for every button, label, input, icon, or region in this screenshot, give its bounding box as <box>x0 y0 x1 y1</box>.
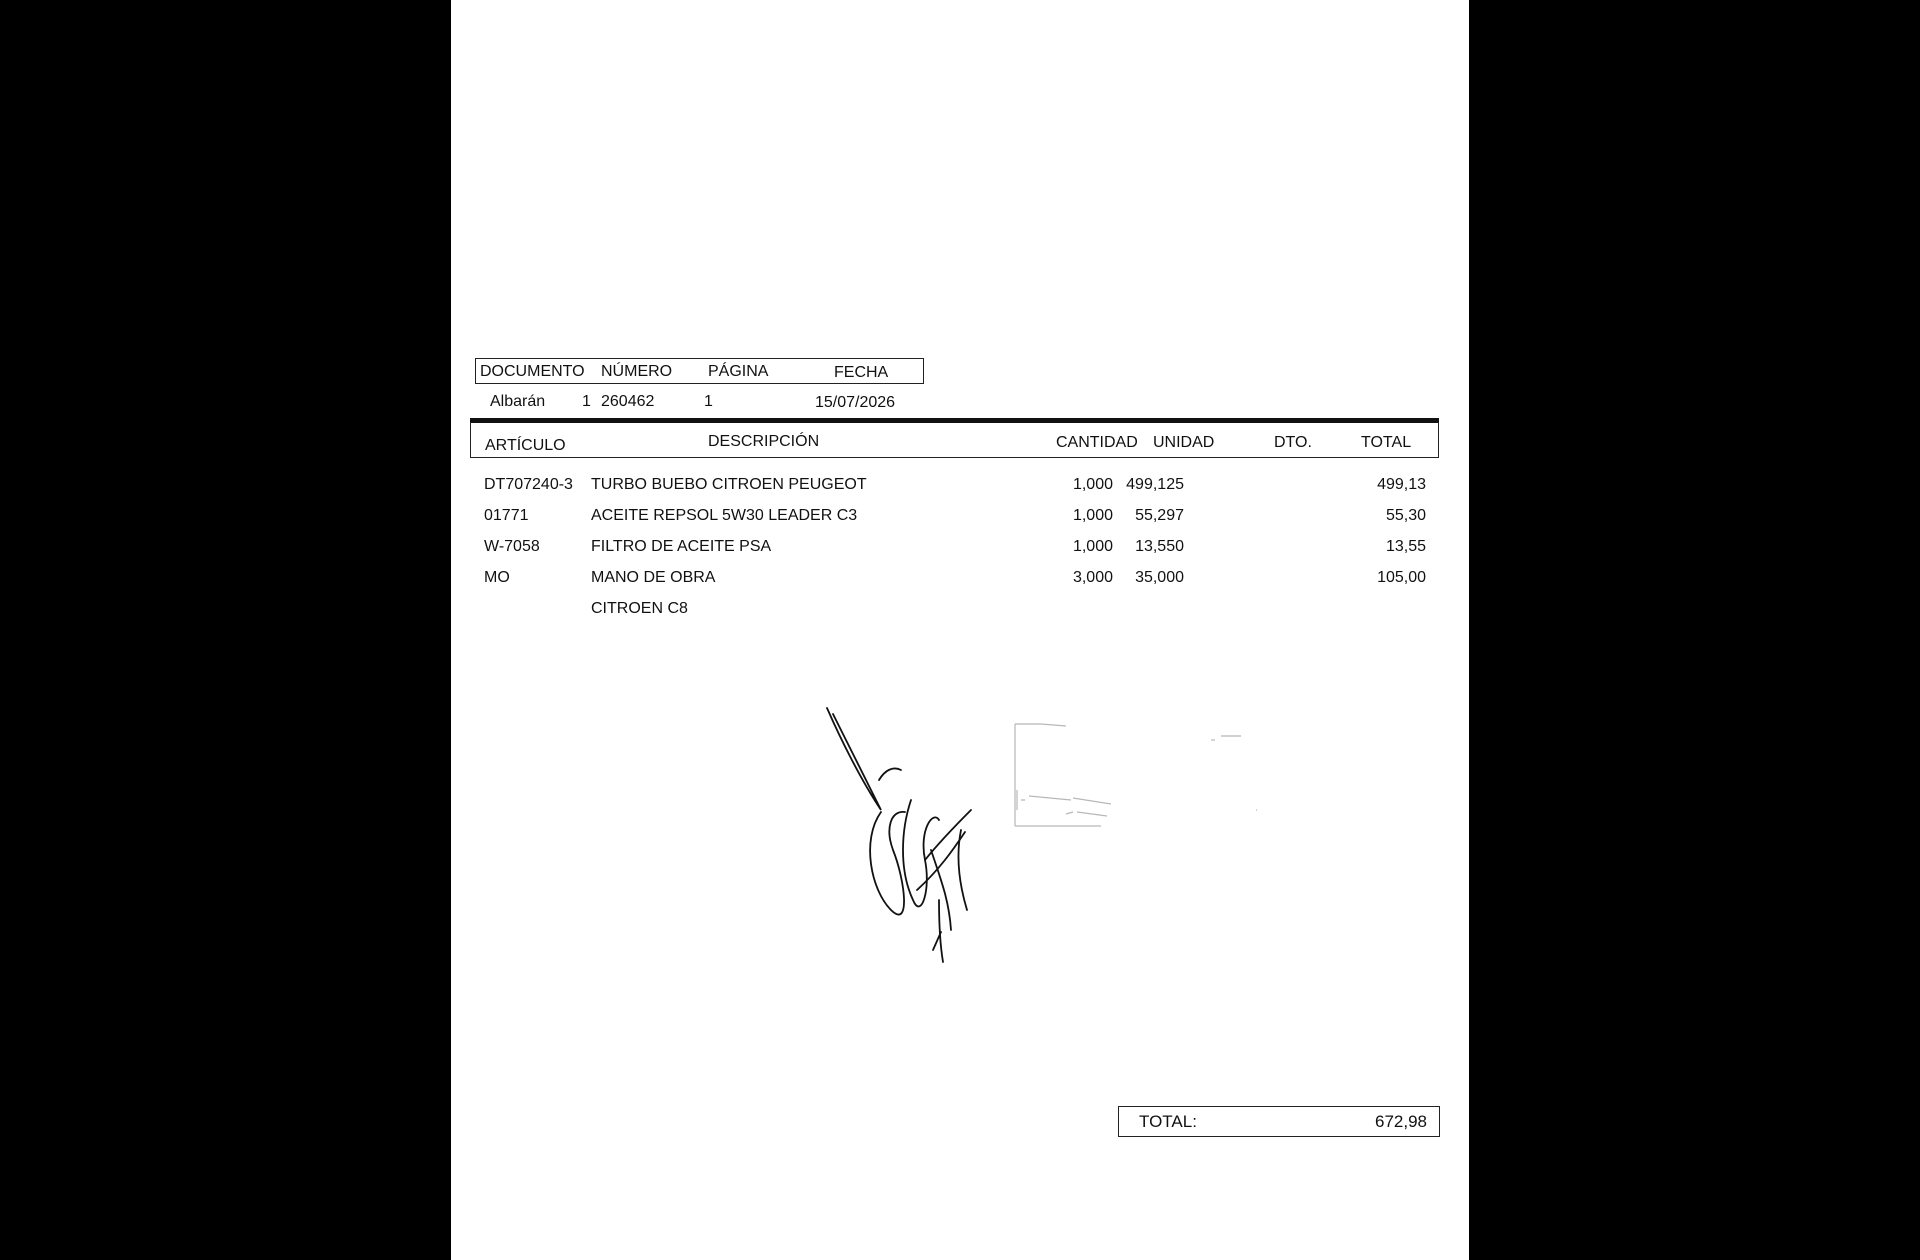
value-numero: 260462 <box>601 393 655 410</box>
vehicle-note: CITROEN C8 <box>591 600 688 617</box>
item-description: ACEITE REPSOL 5W30 LEADER C3 <box>591 507 858 524</box>
item-unit-price: 35,000 <box>1135 569 1184 586</box>
item-qty: 3,000 <box>1072 569 1113 586</box>
table-row <box>451 507 1469 535</box>
item-code: DT707240-3 <box>484 476 573 493</box>
column-cantidad: CANTIDAD <box>1056 434 1138 451</box>
item-total: 13,55 <box>1385 538 1426 555</box>
total-box <box>1118 1106 1440 1137</box>
stamp-icon <box>1011 720 1281 830</box>
label-pagina: PÁGINA <box>708 363 769 380</box>
item-total: 499,13 <box>1377 476 1426 493</box>
item-qty: 1,000 <box>1072 538 1113 555</box>
item-description: TURBO BUEBO CITROEN PEUGEOT <box>591 476 867 493</box>
table-row <box>451 569 1469 597</box>
label-documento: DOCUMENTO <box>480 363 585 380</box>
label-numero: NÚMERO <box>601 363 673 380</box>
table-row <box>451 538 1469 566</box>
item-total: 55,30 <box>1385 507 1426 524</box>
document-page <box>451 0 1469 1260</box>
item-description: MANO DE OBRA <box>591 569 716 586</box>
item-unit-price: 55,297 <box>1135 507 1184 524</box>
value-pagina: 1 <box>704 393 713 410</box>
value-fecha: 15/07/2026 <box>815 394 896 411</box>
item-total: 105,00 <box>1377 569 1426 586</box>
item-unit-price: 499,125 <box>1126 476 1184 493</box>
item-code: 01771 <box>484 507 529 524</box>
value-documento: Albarán <box>490 393 546 410</box>
label-fecha: FECHA <box>834 364 889 381</box>
signature-icon <box>821 700 1021 970</box>
item-description: FILTRO DE ACEITE PSA <box>591 538 772 555</box>
item-qty: 1,000 <box>1072 507 1113 524</box>
total-label: TOTAL: <box>1139 1112 1197 1131</box>
column-dto: DTO. <box>1274 434 1312 451</box>
column-total: TOTAL <box>1361 434 1412 451</box>
item-unit-price: 13,550 <box>1135 538 1184 555</box>
item-code: W-7058 <box>484 538 540 555</box>
item-code: MO <box>484 569 510 586</box>
item-qty: 1,000 <box>1072 476 1113 493</box>
column-unidad: UNIDAD <box>1153 434 1215 451</box>
total-value: 672,98 <box>1375 1112 1427 1131</box>
column-descripcion: DESCRIPCIÓN <box>708 433 820 450</box>
value-serie: 1 <box>582 393 591 410</box>
table-row <box>451 476 1469 504</box>
column-articulo: ARTÍCULO <box>485 437 566 454</box>
